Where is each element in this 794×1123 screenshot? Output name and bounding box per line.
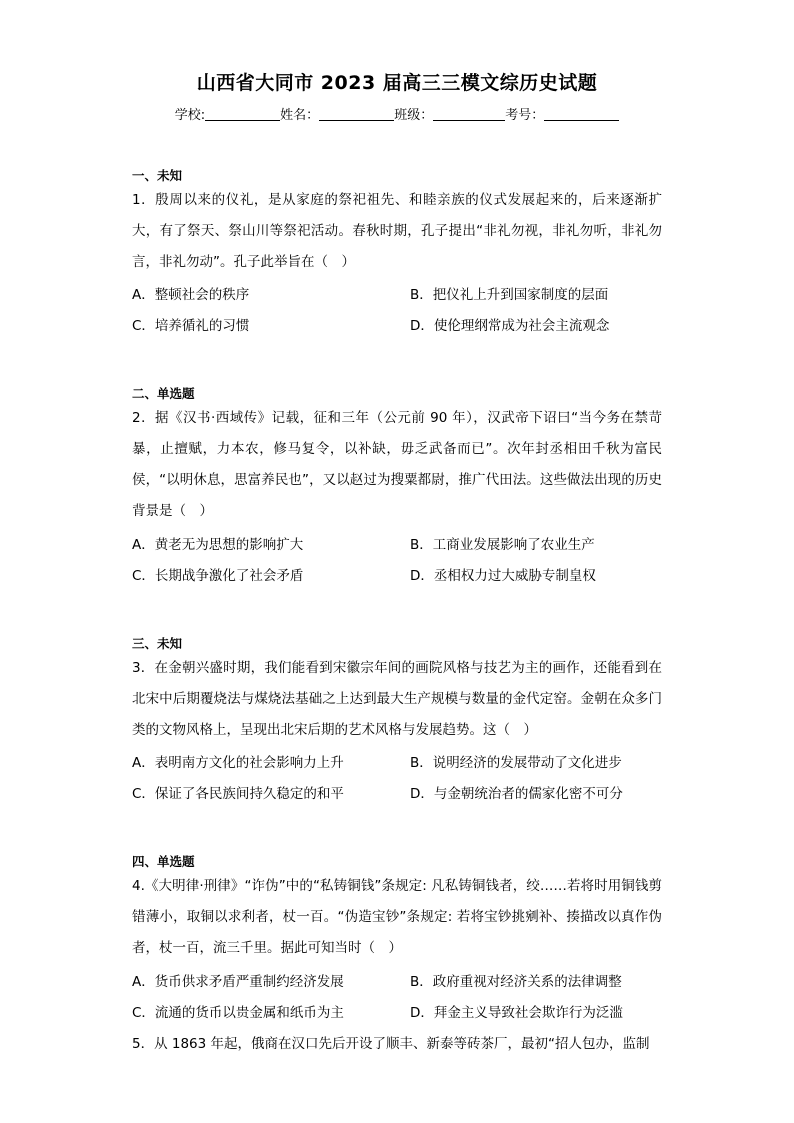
- name-blank[interactable]: [319, 106, 394, 121]
- school-label: 学校:: [174, 108, 206, 123]
- question-2-option-c[interactable]: C．长期战争激化了社会矛盾: [132, 568, 304, 584]
- question-1-stem: 1．殷周以来的仪礼，是从家庭的祭祀祖先、和睦亲族的仪式发展起来的，后来逐渐扩大，有了祭天、祭山川等祭祀活动。春秋时期，孔子提出“非礼勿视，非礼勿听，非礼勿言，非礼勿动”。孔子此举旨在（ ）: [132, 192, 662, 270]
- section-heading: 四、单选题: [132, 854, 195, 869]
- question-1-option-a[interactable]: A．整顿社会的秩序: [132, 287, 250, 303]
- section-heading: 一、未知: [132, 168, 183, 183]
- question-1-option-c[interactable]: C．培养循礼的习惯: [132, 318, 250, 334]
- question-4-stem: 4.《大明律·刑律》“诈伪”中的“私铸铜钱”条规定: 凡私铸铜钱者，绞……若将时用铜钱剪错薄小，取铜以求利者，杖一百。“伪造宝钞”条规定: 若将宝钞挑剜补、揍描改以真作伪者，杖一百，流三千里。据此可知当时（ ）: [132, 878, 662, 956]
- exam-number-label: 考号：: [505, 108, 545, 123]
- school-blank[interactable]: [205, 106, 280, 121]
- question-3-option-d[interactable]: D．与金朝统治者的儒家化密不可分: [410, 786, 623, 802]
- student-info-line: [0, 104, 794, 123]
- exam-title: 山西省大同市 2023 届高三三模文综历史试题: [196, 72, 598, 94]
- name-label: 姓名：: [280, 108, 320, 123]
- question-1-option-b[interactable]: B．把仪礼上升到国家制度的层面: [410, 287, 609, 303]
- question-3-option-b[interactable]: B．说明经济的发展带动了文化进步: [410, 755, 622, 771]
- question-3-stem: 3．在金朝兴盛时期，我们能看到宋徽宗年间的画院风格与技艺为主的画作，还能看到在北宋中后期覆烧法与煤烧法基础之上达到最大生产规模与数量的金代定窑。金朝在众多门类的文物风格上，呈现出北宋后期的艺术风格与发展趋势。这（ ）: [132, 660, 662, 738]
- question-3-option-c[interactable]: C．保证了各民族间持久稳定的和平: [132, 786, 344, 802]
- question-2-option-d[interactable]: D．丞相权力过大威胁专制皇权: [410, 568, 596, 584]
- question-4-option-a[interactable]: A．货币供求矛盾严重制约经济发展: [132, 974, 344, 990]
- question-4-option-b[interactable]: B．政府重视对经济关系的法律调整: [410, 974, 622, 990]
- question-2-option-a[interactable]: A．黄老无为思想的影响扩大: [132, 537, 304, 553]
- question-2-stem: 2．据《汉书·西域传》记载，征和三年（公元前 90 年），汉武帝下诏曰“当今务在禁苛暴，止擅赋，力本农，修马复令，以补缺，毋乏武备而已”。次年封丞相田千秋为富民侯，“以明休息，思富养民也”，又以赵过为搜粟都尉，推广代田法。这些做法出现的历史背景是（ ）: [132, 410, 662, 519]
- question-4-option-c[interactable]: C．流通的货币以贵金属和纸币为主: [132, 1005, 344, 1021]
- question-4-option-d[interactable]: D．拜金主义导致社会欺诈行为泛滥: [410, 1005, 623, 1021]
- question-2-option-b[interactable]: B．工商业发展影响了农业生产: [410, 537, 595, 553]
- question-1-option-d[interactable]: D．使伦理纲常成为社会主流观念: [410, 318, 610, 334]
- class-blank[interactable]: [433, 106, 505, 121]
- class-label: 班级：: [394, 108, 434, 123]
- exam-number-blank[interactable]: [544, 106, 619, 121]
- section-heading: 三、未知: [132, 636, 183, 651]
- question-3-option-a[interactable]: A．表明南方文化的社会影响力上升: [132, 755, 344, 771]
- question-5-stem-start: 5．从 1863 年起，俄商在汉口先后开设了顺丰、新泰等砖茶厂，最初“招人包办，监制: [132, 1036, 650, 1052]
- section-heading: 二、单选题: [132, 386, 195, 401]
